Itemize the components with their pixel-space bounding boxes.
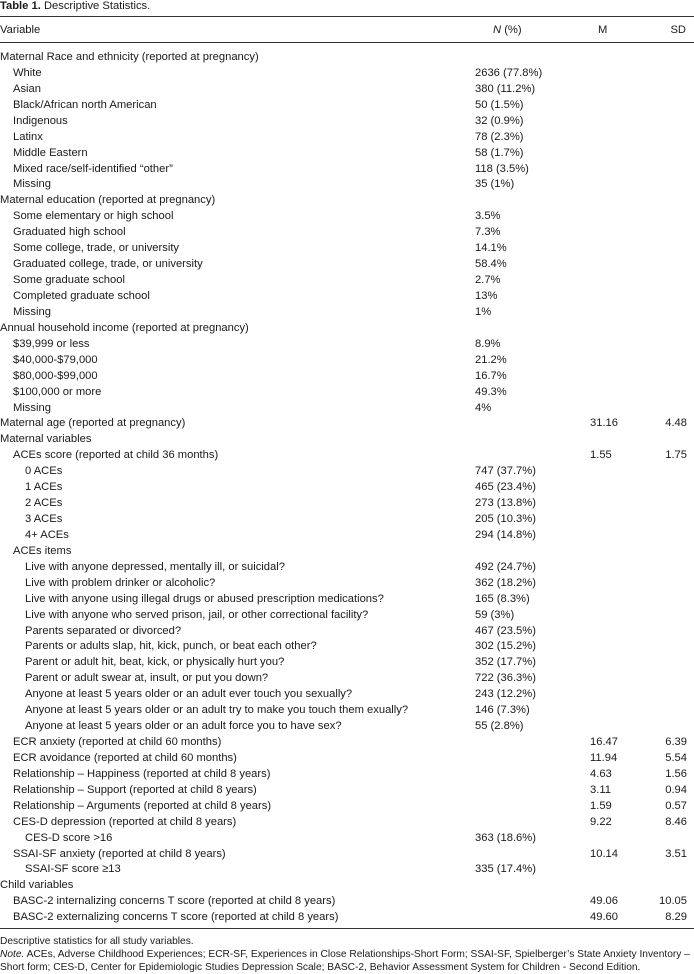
row-mean: 31.16 [590, 417, 618, 430]
table-row [0, 49, 694, 65]
row-n-percent: 13% [475, 289, 498, 302]
row-n-percent: 118 (3.5%) [475, 162, 529, 175]
row-label: Maternal variables [0, 433, 92, 446]
table-row [0, 463, 694, 479]
table-row [0, 304, 694, 320]
top-rule [0, 16, 694, 17]
table-title [0, 0, 150, 14]
row-label: Relationship – Support (reported at child 8 years) [13, 783, 257, 796]
row-sd: 8.29 [665, 911, 687, 924]
row-label: Parent or adult swear at, insult, or put you down? [25, 672, 269, 685]
row-label: Parents or adults slap, hit, kick, punch, or beat each other? [25, 640, 317, 653]
row-label: Indigenous [13, 114, 68, 127]
table-row [0, 384, 694, 400]
table-row [0, 909, 694, 925]
row-sd: 10.05 [659, 895, 687, 908]
row-n-percent: 16.7% [475, 369, 507, 382]
row-n-percent: 58.4% [475, 258, 507, 271]
row-n-percent: 8.9% [475, 337, 501, 350]
table-row [0, 734, 694, 750]
table-row [0, 320, 694, 336]
row-label: Parent or adult hit, beat, kick, or physically hurt you? [25, 656, 285, 669]
table-row [0, 607, 694, 623]
row-label: Some elementary or high school [13, 210, 174, 223]
row-n-percent: 467 (23.5%) [475, 624, 536, 637]
row-label: 1 ACEs [25, 481, 63, 494]
table-row [0, 877, 694, 893]
row-n-percent: 2636 (77.8%) [475, 66, 543, 79]
row-label: Relationship – Arguments (reported at child 8 years) [13, 799, 272, 812]
header-sd: SD [670, 24, 686, 36]
row-label: Parents separated or divorced? [25, 624, 182, 637]
bottom-rule [0, 928, 694, 929]
table-row [0, 176, 694, 192]
table-row [0, 400, 694, 416]
table-header-row [0, 22, 694, 38]
row-label: Middle Eastern [13, 146, 88, 159]
row-n-percent: 78 (2.3%) [475, 130, 524, 143]
row-label: 4+ ACEs [25, 528, 69, 541]
row-n-percent: 165 (8.3%) [475, 592, 530, 605]
row-n-percent: 4% [475, 401, 492, 414]
row-label: SSAI-SF anxiety (reported at child 8 years) [13, 847, 226, 860]
header-variable: Variable [0, 24, 41, 36]
row-mean: 49.06 [590, 895, 618, 908]
table-row [0, 782, 694, 798]
row-label: Anyone at least 5 years older or an adult ever touch you sexually? [25, 688, 353, 701]
row-mean: 3.11 [590, 783, 611, 796]
row-n-percent: 1% [475, 305, 492, 318]
row-label: Missing [13, 305, 51, 318]
table-row [0, 145, 694, 161]
row-mean: 16.47 [590, 736, 618, 748]
row-sd: 8.46 [665, 815, 687, 828]
row-n-percent: 352 (17.7%) [475, 656, 536, 669]
row-label: Relationship – Happiness (reported at child 8 years) [13, 767, 271, 780]
table-row [0, 511, 694, 527]
table-row [0, 846, 694, 862]
table-row [0, 447, 694, 463]
row-label: BASC-2 internalizing concerns T score (reported at child 8 years) [13, 895, 336, 908]
table-row [0, 288, 694, 304]
table-row [0, 208, 694, 224]
row-label: Live with anyone depressed, mentally ill, or suicidal? [25, 560, 285, 573]
table-row [0, 830, 694, 846]
row-label: $80,000-$99,000 [13, 369, 98, 382]
table-row [0, 352, 694, 368]
row-n-percent: 35 (1%) [475, 178, 515, 191]
table-row [0, 623, 694, 639]
row-n-percent: 243 (12.2%) [475, 688, 536, 701]
row-n-percent: 55 (2.8%) [475, 720, 524, 733]
table-row [0, 527, 694, 543]
table-row [0, 718, 694, 734]
row-sd: 0.94 [665, 783, 687, 796]
row-label: 0 ACEs [25, 465, 63, 478]
row-n-percent: 273 (13.8%) [475, 497, 536, 509]
row-mean: 9.22 [590, 815, 612, 828]
row-label: Black/African north American [13, 98, 157, 111]
header-n-italic: N [493, 24, 502, 36]
row-n-percent: 50 (1.5%) [475, 98, 524, 111]
table-row [0, 113, 694, 129]
footnote-caption: Descriptive statistics for all study variables. [0, 936, 194, 947]
row-label: Mixed race/self-identified “other” [13, 162, 173, 175]
table-row [0, 861, 694, 877]
table-row [0, 798, 694, 814]
row-mean: 4.63 [590, 767, 612, 780]
row-sd: 4.48 [665, 417, 687, 430]
row-label: Some college, trade, or university [13, 242, 180, 255]
row-n-percent: 58 (1.7%) [475, 146, 524, 159]
table-row [0, 240, 694, 256]
footnote-note-label: Note. [0, 949, 25, 960]
table-caption: Descriptive Statistics. [43, 0, 151, 12]
row-n-percent: 146 (7.3%) [475, 704, 530, 717]
row-label: Completed graduate school [13, 289, 150, 302]
row-label: Missing [13, 401, 51, 414]
row-sd: 1.56 [665, 767, 687, 780]
row-n-percent: 492 (24.7%) [475, 560, 536, 573]
table-row [0, 766, 694, 782]
table-row [0, 893, 694, 909]
row-label: ACEs score (reported at child 36 months) [13, 449, 219, 462]
table-row [0, 81, 694, 97]
table-row [0, 224, 694, 240]
row-n-percent: 205 (10.3%) [475, 513, 536, 525]
table-row [0, 336, 694, 352]
row-label: CES-D score >16 [25, 831, 113, 844]
row-label: ECR anxiety (reported at child 60 months) [13, 736, 222, 748]
row-label: Live with anyone who served prison, jail, or other correctional facility? [25, 608, 369, 621]
row-label: CES-D depression (reported at child 8 years) [13, 815, 237, 828]
table-row [0, 161, 694, 177]
row-label: Maternal Race and ethnicity (reported at pregnancy) [0, 51, 259, 63]
row-label: $100,000 or more [13, 385, 102, 398]
row-label: Live with problem drinker or alcoholic? [25, 576, 216, 589]
table-row [0, 750, 694, 766]
row-label: Annual household income (reported at pregnancy) [0, 321, 249, 334]
table-row [0, 272, 694, 288]
row-n-percent: 747 (37.7%) [475, 465, 536, 478]
table-row [0, 256, 694, 272]
row-n-percent: 2.7% [475, 274, 501, 286]
table-row [0, 575, 694, 591]
row-sd: 0.57 [665, 799, 687, 812]
row-sd: 3.51 [665, 847, 687, 860]
table-row [0, 654, 694, 670]
row-n-percent: 32 (0.9%) [475, 114, 524, 127]
header-n-rest: (%) [501, 24, 522, 36]
row-n-percent: 380 (11.2%) [475, 82, 536, 95]
row-n-percent: 49.3% [475, 385, 507, 398]
table-row [0, 686, 694, 702]
table-row [0, 129, 694, 145]
table-row [0, 65, 694, 81]
row-label: Live with anyone using illegal drugs or abused prescription medications? [25, 592, 384, 605]
row-n-percent: 59 (3%) [475, 608, 515, 621]
row-label: ECR avoidance (reported at child 60 months) [13, 751, 237, 764]
row-mean: 11.94 [590, 751, 618, 764]
row-n-percent: 21.2% [475, 353, 507, 366]
row-label: $40,000-$79,000 [13, 353, 98, 366]
row-sd: 6.39 [665, 736, 687, 748]
row-sd: 1.75 [665, 449, 687, 462]
table-row [0, 543, 694, 559]
row-label: Asian [13, 82, 41, 95]
row-label: Maternal education (reported at pregnancy) [0, 194, 216, 207]
row-label: 2 ACEs [25, 497, 63, 509]
row-label: Graduated college, trade, or university [13, 258, 203, 271]
row-mean: 49.60 [590, 911, 618, 924]
row-mean: 1.55 [590, 449, 612, 462]
row-label: Latinx [13, 130, 43, 143]
table-row [0, 415, 694, 431]
header-m: M [598, 24, 608, 36]
table-label: Table 1. [0, 0, 41, 12]
row-label: BASC-2 externalizing concerns T score (reported at child 8 years) [13, 911, 339, 924]
table-row [0, 495, 694, 511]
table-footnotes [0, 935, 694, 974]
footnote-note [0, 948, 694, 974]
table-row [0, 670, 694, 686]
table-row [0, 814, 694, 830]
row-label: Anyone at least 5 years older or an adult try to make you touch them exually? [25, 704, 409, 717]
row-mean: 1.59 [590, 799, 612, 812]
row-label: Graduated high school [13, 226, 126, 239]
table-row [0, 479, 694, 495]
header-n [493, 22, 522, 38]
row-label: Some graduate school [13, 274, 125, 286]
row-n-percent: 465 (23.4%) [475, 481, 536, 494]
row-n-percent: 3.5% [475, 210, 501, 223]
row-n-percent: 294 (14.8%) [475, 528, 536, 541]
row-n-percent: 362 (18.2%) [475, 576, 536, 589]
row-n-percent: 363 (18.6%) [475, 831, 536, 844]
table-row [0, 368, 694, 384]
row-n-percent: 7.3% [475, 226, 501, 239]
table-row [0, 591, 694, 607]
row-label: Child variables [0, 879, 74, 892]
row-label: 3 ACEs [25, 513, 63, 525]
row-sd: 5.54 [665, 751, 687, 764]
table-row [0, 638, 694, 654]
row-n-percent: 302 (15.2%) [475, 640, 536, 653]
row-label: SSAI-SF score ≥13 [25, 863, 121, 876]
table-row [0, 192, 694, 208]
row-label: White [13, 66, 42, 79]
row-label: Missing [13, 178, 51, 191]
row-label: $39,999 or less [13, 337, 90, 350]
row-label: ACEs items [13, 544, 72, 557]
table-row [0, 702, 694, 718]
row-label: Anyone at least 5 years older or an adult force you to have sex? [25, 720, 342, 733]
footnote-note-text: ACEs, Adverse Childhood Experiences; ECR-SF, Experiences in Close Relationships-Short Form; SSAI-SF, Spielberger’s State Anxiety Inventory – Short form; CES-D, Center for Epidemiologic Studies Depression Scale; BASC-2, Behavior Assessment System for Children - Second Edition. [0, 949, 690, 973]
table-row [0, 97, 694, 113]
row-n-percent: 335 (17.4%) [475, 863, 536, 876]
header-rule [0, 42, 694, 43]
table-row [0, 431, 694, 447]
table-row [0, 559, 694, 575]
row-label: Maternal age (reported at pregnancy) [0, 417, 186, 430]
row-n-percent: 722 (36.3%) [475, 672, 536, 685]
row-n-percent: 14.1% [475, 242, 507, 255]
row-mean: 10.14 [590, 847, 618, 860]
